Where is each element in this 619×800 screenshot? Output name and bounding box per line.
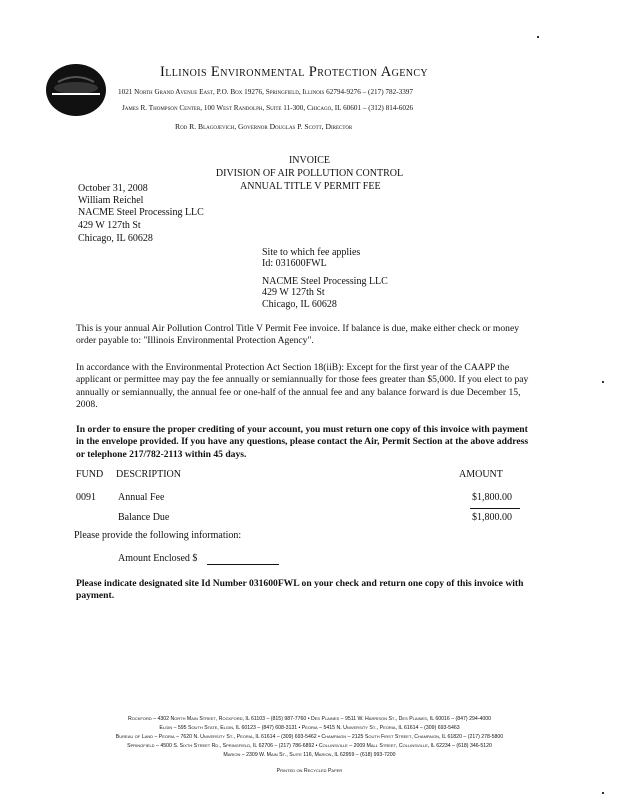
heading-fee-type: ANNUAL TITLE V PERMIT FEE [240,181,381,192]
column-header-fund: FUND [76,469,104,480]
footer-office-line-3: Bureau of Land – Peoria – 7620 N. University St., Peoria, IL 61614 – (309) 693-5462 • Champaign – 2125 South First Street, Champaign, IL 61820 – (217) 278-5800 [115,734,504,740]
heading-division: DIVISION OF AIR POLLUTION CONTROL [215,168,404,179]
footer-office-line-1: Rockford – 4302 North Main Street, Rockford, IL 61103 – (815) 987-7760 • Des Plaines – 9511 W. Harrison St., Des Plaines, IL 60016 – (847) 294-4000 [127,716,492,722]
recipient-city: Chicago, IL 60628 [78,233,153,244]
recipient-name: William Reichel [78,195,144,206]
paragraph-payable: This is your annual Air Pollution Control Title V Permit Fee invoice. If balance is due, make either check or money order payable to: "Illinois Environmental Protection Agency". [76,323,520,347]
footer-office-line-4: Springfield – 4500 S. Sixth Street Rd., Springfield, IL 62706 – (217) 786-6892 • Collinsville – 2009 Mall Street, Collinsville, IL 62234 – (618) 346-5120 [127,743,492,749]
balance-due-amount: $1,800.00 [472,512,512,523]
paragraph-return-copy: In order to ensure the proper crediting of your account, you must return one copy of this invoice with payment in the envelope provided. If you have any questions, please contact the Air, Permit Section at the above address or telephone 217/782-2113 within 45 days. [76,424,529,460]
row-fund-code: 0091 [76,492,96,503]
provide-info-text: Please provide the following information: [74,530,242,541]
row-amount: $1,800.00 [472,492,512,503]
invoice-date: October 31, 2008 [78,183,148,194]
address-line-springfield: 1021 North Grand Avenue East, P.O. Box 19276, Springfield, Illinois 62794-9276 – (217) 782-3397 [118,88,413,96]
footer-recycled-note: Printed on Recycled Paper [276,768,343,774]
column-header-description: DESCRIPTION [116,469,182,480]
row-description: Annual Fee [118,492,165,503]
address-line-chicago: James R. Thompson Center, 100 West Randolph, Suite 11-300, Chicago, IL 60601 – (312) 814-6026 [122,104,414,112]
site-street: 429 W 127th St [262,287,325,298]
officials-line: Rod R. Blagojevich, Governor Douglas P. Scott, Director [175,122,353,131]
agency-seal-logo [44,62,108,118]
agency-name: Illinois Environmental Protection Agency [160,64,429,80]
scan-speck [602,792,604,794]
recipient-company: NACME Steel Processing LLC [78,207,204,218]
site-id: Id: 031600FWL [262,258,327,269]
heading-invoice: INVOICE [288,155,331,166]
column-header-amount: AMOUNT [459,469,503,480]
site-company: NACME Steel Processing LLC [262,276,388,287]
scan-speck [537,36,539,38]
footer-office-line-2: Elgin – 595 South State, Elgin, IL 60123 – (847) 608-3131 • Peoria – 5415 N. University St., Peoria, IL 61614 – (309) 693-5463 [159,725,460,731]
footer-office-line-5: Marion – 2309 W. Main St., Suite 116, Marion, IL 62959 – (618) 993-7200 [223,752,396,758]
site-city: Chicago, IL 60628 [262,299,337,310]
site-id-instruction: Please indicate designated site Id Number 031600FWL on your check and return one copy of this invoice with payment. [76,578,524,602]
amount-enclosed-label: Amount Enclosed $ [118,553,198,564]
site-label: Site to which fee applies [262,247,361,258]
paragraph-act-section: In accordance with the Environmental Protection Act Section 18(iiB): Except for the first year of the CAAPP the applicant or permittee may pay the fee annually or semiannually for those fees greater than $5,000. If you elect to pay annually or semiannually, the annual fee or one-half of the annual fee and any balance forward is due December 15, 2008. [76,362,529,411]
recipient-street: 429 W 127th St [78,220,141,231]
amount-enclosed-blank[interactable] [207,564,279,565]
scan-speck [602,381,604,383]
total-rule [470,508,520,509]
balance-due-label: Balance Due [118,512,170,523]
